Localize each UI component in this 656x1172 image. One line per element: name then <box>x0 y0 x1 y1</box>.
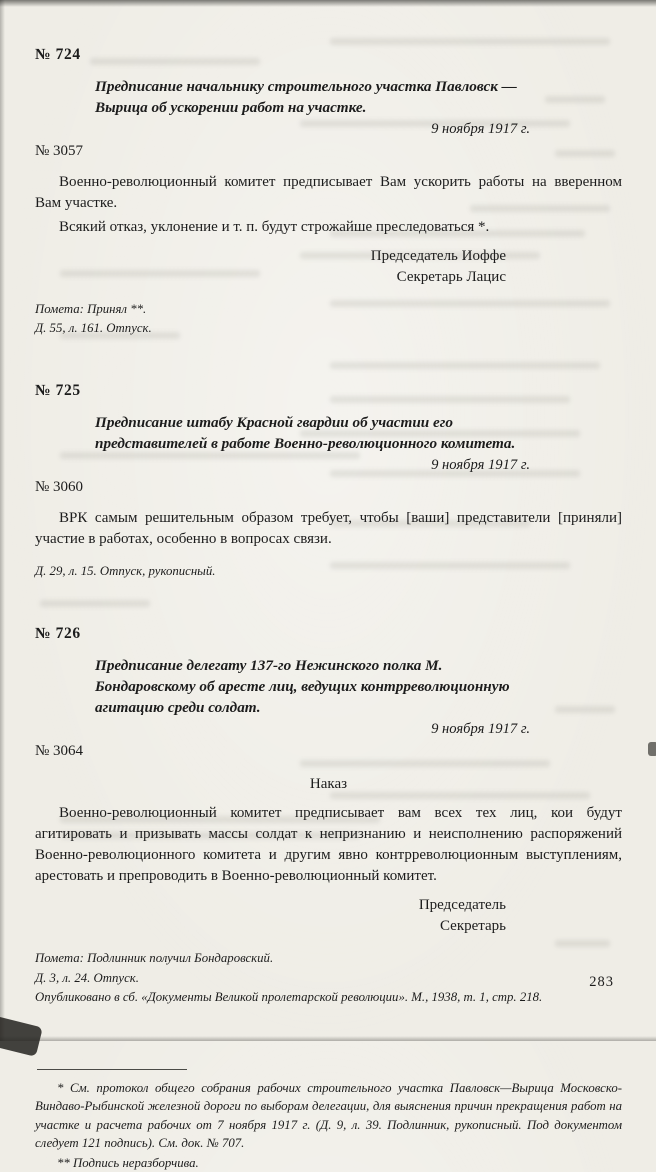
document-date: 9 ноября 1917 г. <box>431 721 530 738</box>
document-date: 9 ноября 1917 г. <box>431 457 530 474</box>
page-number: 283 <box>589 974 614 990</box>
archival-note: Д. 3, л. 24. Отпуск. <box>35 970 139 985</box>
registry-number: № 3057 <box>35 142 84 159</box>
document-date: 9 ноября 1917 г. <box>431 120 530 137</box>
registry-number: № 3064 <box>35 743 84 760</box>
footnote-rule <box>37 1069 187 1070</box>
footnote-block <box>35 1069 622 1172</box>
signature: Председатель <box>418 897 506 914</box>
archival-note: Помета: Принял **. <box>35 301 147 316</box>
paragraph: ВРК самым решительным образом требует, чтобы [ваши] представители [приняли] участие в работах, особенно в вопросах связи. <box>35 510 622 548</box>
document-heading: Наказ <box>309 776 348 793</box>
document-title: Предписание делегату 137-го Нежинского полка М. Бондаровскому об аресте лиц, ведущих контрреволюционную агитацию среди солдат. <box>95 657 510 717</box>
document-title: Предписание штабу Красной гвардии об участии его представителей в работе Военно-революционного комитета. <box>95 414 516 453</box>
archival-notes <box>35 949 622 1007</box>
paragraph: Всякий отказ, уклонение и т. п. будут строжайше преследоваться *. <box>59 218 490 235</box>
document-number: № 726 <box>35 625 81 643</box>
signature-block <box>35 246 622 288</box>
signature: Секретарь <box>439 918 506 935</box>
document-726 <box>35 625 622 1006</box>
document-number: № 725 <box>35 382 81 400</box>
document-number: № 724 <box>35 46 81 63</box>
archival-notes <box>35 300 622 338</box>
archival-notes <box>35 562 622 581</box>
document-724 <box>35 46 622 338</box>
archival-note: Помета: Подлинник получил Бондаровский. <box>35 951 274 966</box>
signature: Председатель Иоффе <box>370 247 506 264</box>
document-title: Предписание начальнику строительного участка Павловск — Вырица об ускорении работ на участке. <box>95 78 517 116</box>
footnote: * См. протокол общего собрания рабочих строительного участка Павловск—Вырица Московско-Виндаво-Рыбинской железной дороги по выборам делегации, для выяснения причин прекращения работ на участке и расчета рабочих от 7 ноября 1917 г. (Д. 9, л. 39. Подлинник, рукописный. Под документом следует 121 подпись). См. док. № 707. <box>35 1080 622 1151</box>
footnote: ** Подпись неразборчива. <box>57 1155 199 1170</box>
archival-note: Д. 55, л. 161. Отпуск. <box>35 321 152 336</box>
paragraph: Военно-революционный комитет предписывает Вам ускорить работы на вверенном Вам участке. <box>35 173 622 211</box>
document-725 <box>35 382 622 581</box>
publication-note: Опубликовано в сб. «Документы Великой пролетарской революции». М., 1938, т. 1, стр. 218. <box>35 989 543 1004</box>
paragraph: Военно-революционный комитет предписывает вам всех тех лиц, кои будут агитировать и призывать массы солдат к непризнанию и неисполнению распоряжений Военно-революционного комитета и другим явно контрреволюционным выступлениям, арестовать и препроводить в Военно-революционный комитет. <box>35 805 622 885</box>
signature-block <box>35 895 622 937</box>
registry-number: № 3060 <box>35 479 84 496</box>
signature: Секретарь Лацис <box>396 268 506 285</box>
archival-note: Д. 29, л. 15. Отпуск, рукописный. <box>35 564 216 579</box>
